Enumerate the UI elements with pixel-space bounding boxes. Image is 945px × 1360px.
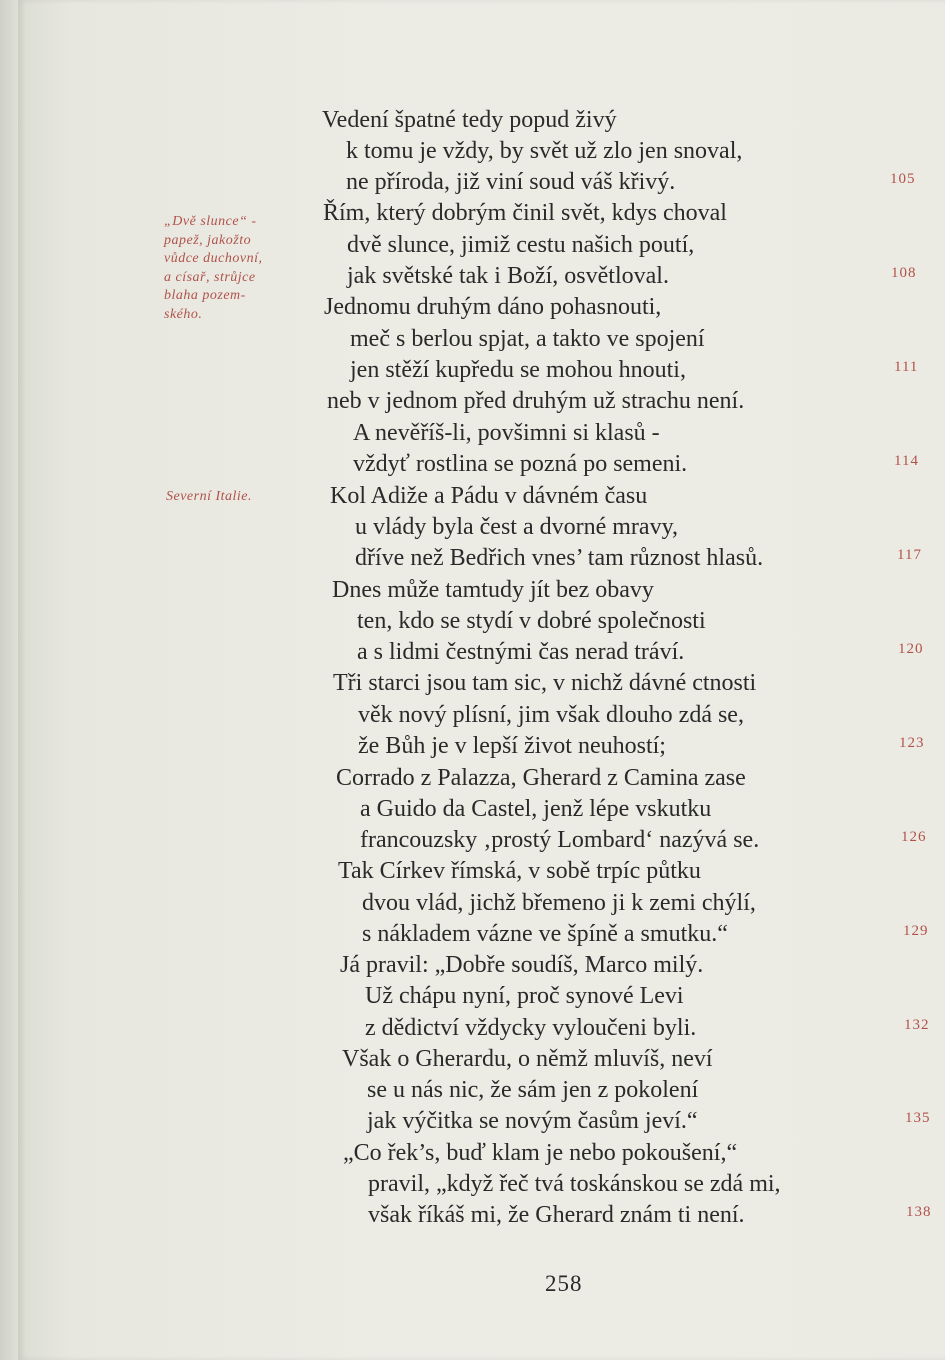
line-number: 129: [903, 923, 929, 939]
verse-line: s nákladem vázne ve špíně a smutku.“: [362, 921, 728, 947]
line-number: 135: [905, 1110, 931, 1126]
line-number: 105: [890, 171, 916, 187]
note-line: a císař, strůjce: [164, 269, 256, 285]
page-number: 258: [545, 1271, 583, 1296]
verse-line: Kol Adiže a Pádu v dávném času: [330, 483, 648, 509]
verse-line: Vedení špatné tedy popud živý: [322, 107, 617, 133]
note-line: „Dvě slunce“ -: [164, 214, 257, 229]
verse-line: Já pravil: „Dobře soudíš, Marco milý.: [340, 952, 704, 978]
verse-line: ne příroda, již viní soud váš křivý.: [346, 169, 676, 195]
verse-line: Dnes může tamtudy jít bez obavy: [332, 577, 654, 603]
verse-line: meč s berlou spjat, a takto ve spojení: [350, 326, 705, 352]
verse-line: neb v jednom před druhým už strachu není.: [327, 388, 745, 414]
note-line: vůdce duchovní,: [164, 251, 263, 266]
note-line: blaha pozem-: [164, 288, 246, 303]
verse-line: že Bůh je v lepší život neuhostí;: [358, 733, 666, 759]
verse-line: dvě slunce, jimiž cestu našich poutí,: [347, 232, 695, 258]
note-line: ského.: [164, 306, 203, 322]
line-number: 114: [894, 453, 919, 469]
verse-line: jak výčitka se novým časům jeví.“: [367, 1108, 698, 1134]
line-number: 132: [904, 1017, 930, 1033]
margin-note-severni-italie: [166, 488, 252, 507]
verse-line: vždyť rostlina se pozná po semeni.: [353, 451, 688, 477]
verse-line: dvou vlád, jichž břemeno ji k zemi chýlí,: [362, 890, 756, 916]
line-number: 111: [894, 359, 919, 375]
margin-note-dve-slunce: [164, 213, 262, 324]
note-line: papež, jakožto: [164, 232, 252, 248]
verse-line: u vlády byla čest a dvorné mravy,: [355, 514, 679, 540]
verse-line: Jednomu druhým dáno pohasnouti,: [324, 294, 662, 320]
verse-line: jak světské tak i Boží, osvětloval.: [347, 263, 669, 289]
verse-line: jen stěží kupředu se mohou hnouti,: [350, 357, 686, 383]
verse-line: A nevěříš-li, povšimni si klasů -: [353, 420, 660, 446]
verse-line: Tři starci jsou tam sic, v nichž dávné ctnosti: [333, 670, 757, 696]
note-line: Severní Italie.: [166, 489, 253, 504]
line-number: 108: [891, 265, 917, 281]
line-number: 117: [897, 547, 922, 563]
verse-line: Už chápu nyní, proč synové Levi: [365, 983, 684, 1009]
verse-line: a s lidmi čestnými čas nerad tráví.: [357, 639, 685, 665]
line-number: 120: [898, 641, 924, 657]
verse-line: pravil, „když řeč tvá toskánskou se zdá mi,: [368, 1171, 781, 1197]
line-number: 126: [901, 829, 927, 845]
verse-line: „Co řek’s, buď klam je nebo pokoušení,“: [343, 1140, 738, 1166]
verse-line: věk nový plísní, jim však dlouho zdá se,: [358, 702, 744, 728]
verse-line: se u nás nic, že sám jen z pokolení: [367, 1077, 699, 1103]
line-number: 123: [899, 735, 925, 751]
verse-line: k tomu je vždy, by svět už zlo jen snoval,: [346, 138, 743, 164]
verse-line: Řím, který dobrým činil svět, kdys choval: [323, 200, 727, 226]
verse-line: ten, kdo se stydí v dobré společnosti: [357, 608, 706, 634]
verse-line: však říkáš mi, že Gherard znám ti není.: [368, 1202, 745, 1228]
verse-line: Tak Církev římská, v sobě trpíc půtku: [338, 858, 701, 884]
verse-line: z dědictví vždycky vyloučeni byli.: [365, 1015, 697, 1041]
line-number: 138: [906, 1204, 932, 1220]
verse-line: Však o Gherardu, o němž mluvíš, neví: [342, 1046, 713, 1072]
verse-line: francouzsky ‚prostý Lombard‘ nazývá se.: [360, 827, 760, 853]
verse-line: Corrado z Palazza, Gherard z Camina zase: [336, 765, 746, 791]
verse-line: a Guido da Castel, jenž lépe vskutku: [360, 796, 712, 822]
verse-line: dříve než Bedřich vnes’ tam různost hlasů.: [355, 545, 764, 571]
